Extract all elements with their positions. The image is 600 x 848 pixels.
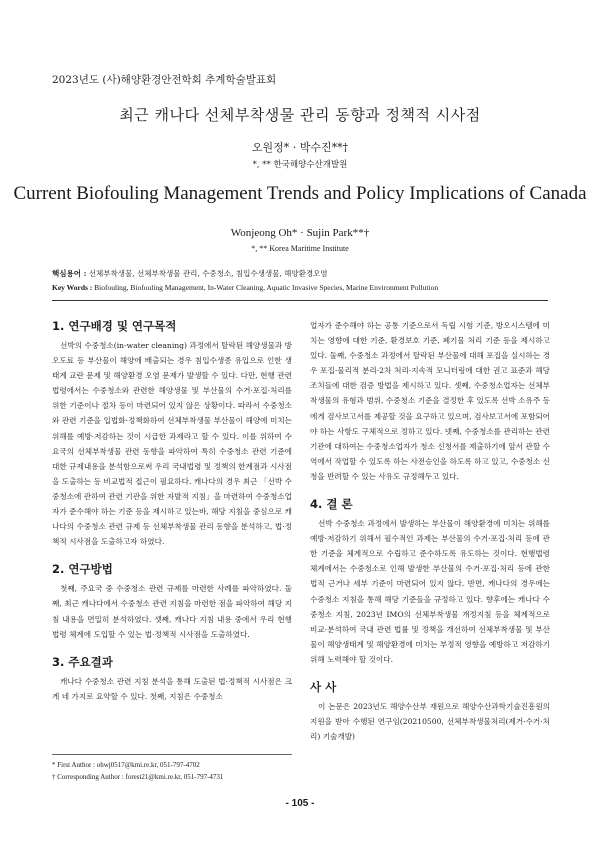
english-affiliation: *, ** Korea Maritime Institute <box>251 244 349 253</box>
page-number: - 105 - <box>285 798 315 809</box>
section-1-body: 선박의 수중청소(in-water cleaning) 과정에서 탈락된 해양생물과 방오도료 등 부산물이 해양에 배출되는 경우 침입수생종 유입으로 인한 생태계 교란 문제 및 해양환경 오염 문제가 발생할 수 있다. 다만, 현행 관련 법령에서는 수중청소와 관련한 해양생물 및 부산물의 수거·포집·처리를 위한 기준이나 절차 등이 마련되어 있지 않은 상황이다. 따라서 수중청소와 관련 기준을 입법화·정책화하여 선체부착생물 부산물이 해양에 미치는 위해를 예방·저감하는 것이 시급한 과제라고 할 수 있다. 이를 위하여 수요국의 선체부착생물 관련 동향을 파악하여 특히 수중청소 관련 기준에 대한 규제내용을 분석함으로써 우리 국내법령 및 정책의 한계점과 시사점을 도출하는 등 비교법적 접근이 필요하다. 캐나다의 경우 최근 「선박 수중청소에 관하여 관련 기관을 위한 자발적 지침」을 마련하여 수중청소업자가 준수해야 하는 기준 등을 제시하고 있는바, 해당 지침을 중심으로 캐나다의 수중청소 관련 규제 등 선체부착생물 관리 동향을 분석하고, 법·정책적 시사점을 도출하고자 하였다. <box>52 341 292 547</box>
keywords-korean <box>52 268 328 279</box>
section-3-continued: 업자가 준수해야 하는 공통 기준으로서 독립 시험 기준, 방오시스템에 미치는 영향에 대한 기준, 환경보호 기준, 폐기물 처리 기준 등을 제시하고 있다. 둘째, 수중청소 과정에서 탈락된 부산물에 대해 포집을 실시하는 경우 포집·물리적 분리·2차 처리·지속적 모니터링에 대한 권고 표준과 해당 조치들에 대한 검증 방법을 제시하고 있다. 셋째, 수중청소업자는 선체부착생물의 유형과 범위, 수중청소 기준을 결정한 후 있도록 선박 소유주 등에게 검사보고서를 제공할 것을 요구하고 있으며, 검사보고서에 포함되어야 하는 사항도 구체적으로 정하고 있다. 넷째, 수중청소를 관리하는 관련 기관에 대하여는 수중청소업자가 청소 신청서를 제출하기에 앞서 관할 수역에서 작업할 수 있도록 하는 사전승인을 하도록 하고 있고, 수중청소 신청을 반려할 수 있는 사유도 규정해두고 있다. <box>310 321 550 481</box>
right-column <box>310 318 550 744</box>
footnotes <box>52 754 292 783</box>
keywords-english-text: Biofouling, Biofouling Management, In-Water Cleaning, Aquatic Invasive Species, Marine Environment Pollution <box>94 283 439 292</box>
acknowledgment-body: 이 논문은 2023년도 해양수산부 재원으로 해양수산과학기술진흥원의 지원을 받아 수행된 연구임(20210500, 선체부착생물처리(제거·수거·처리) 기술개발) <box>310 701 550 742</box>
keywords-english <box>52 283 438 292</box>
keywords-korean-text: 선체부착생물, 선체부착생물 관리, 수중청소, 침입수생생물, 해양환경오염 <box>88 269 328 278</box>
conference-name: 2023년도 (사)해양환경안전학회 추계학술발표회 <box>52 74 277 86</box>
corresponding-author-footnote: † Corresponding Author : forest21@kmi.re.kr, 051-797-4731 <box>52 773 224 781</box>
section-3-body: 캐나다 수중청소 관련 지침 분석을 통해 도출된 법·정책적 시사점은 크게 네 가지로 요약할 수 있다. 첫째, 지침은 수중청소 <box>52 676 292 701</box>
section-4-heading: 4. 결 론 <box>310 497 353 512</box>
korean-affiliation: *, ** 한국해양수산개발원 <box>252 160 348 170</box>
section-2-body: 첫째, 주요국 중 수중청소 관련 규제를 마련한 사례를 파악하였다. 둘째, 최근 캐나다에서 수중청소 관련 지침을 마련한 점을 파악하여 해당 지침 내용을 면밀히 분석하였다. 셋째, 캐나다 지침 내용 중에서 우리 현행법령 체계에 도입할 수 있는 법·정책적 시사점을 도출하였다. <box>52 584 292 639</box>
acknowledgment-heading: 사 사 <box>310 679 337 694</box>
english-authors: Wonjeong Oh* · Sujin Park**† <box>230 227 370 239</box>
section-3-heading: 3. 주요결과 <box>52 654 113 669</box>
korean-title: 최근 캐나다 선체부착생물 관리 동향과 정책적 시사점 <box>119 106 481 124</box>
section-1-heading: 1. 연구배경 및 연구목적 <box>52 319 177 333</box>
keywords-korean-label: 핵심용어 : <box>52 269 87 278</box>
section-2-heading: 2. 연구방법 <box>52 562 113 577</box>
first-author-footnote: * First Author : ohwj0517@kmi.re.kr, 051-797-4702 <box>52 761 200 769</box>
english-title: Current Biofouling Management Trends and Policy Implications of Canada <box>13 183 587 204</box>
korean-authors: 오원정* · 박수진**† <box>251 141 349 154</box>
keywords-divider <box>52 300 548 301</box>
left-column <box>52 318 292 704</box>
keywords-english-label: Key Words : <box>52 283 93 292</box>
section-4-body: 선박 수중청소 과정에서 발생하는 부산물이 해양환경에 미치는 위해를 예방·저감하기 위해서 필수적인 과제는 부산물의 수거·포집·처리 등에 관한 기준을 체계적으로 수립하고 준수하도록 유도하는 것이다. 현행법령 체계에서는 수중청소로 인해 발생한 부산물의 수거·포집·처리 등에 관한 법적 근거나 세부 기준이 마련되어 있지 않다. 반면, 캐나다의 경우에는 수중청소 지침을 통해 해당 기준들을 규정하고 있다. 향후에는 캐나다 수중청소 지침, 2023년 IMO의 선체부착생물 개정지침 등을 체계적으로 비교·분석하여 국내 관련 법률 및 정책을 개선하여 선체부착생물 및 부산물이 해양생태계 및 해양환경에 미치는 부정적 영향을 예방하고 저감하기 위해 노력해야 할 것이다. <box>310 519 550 664</box>
